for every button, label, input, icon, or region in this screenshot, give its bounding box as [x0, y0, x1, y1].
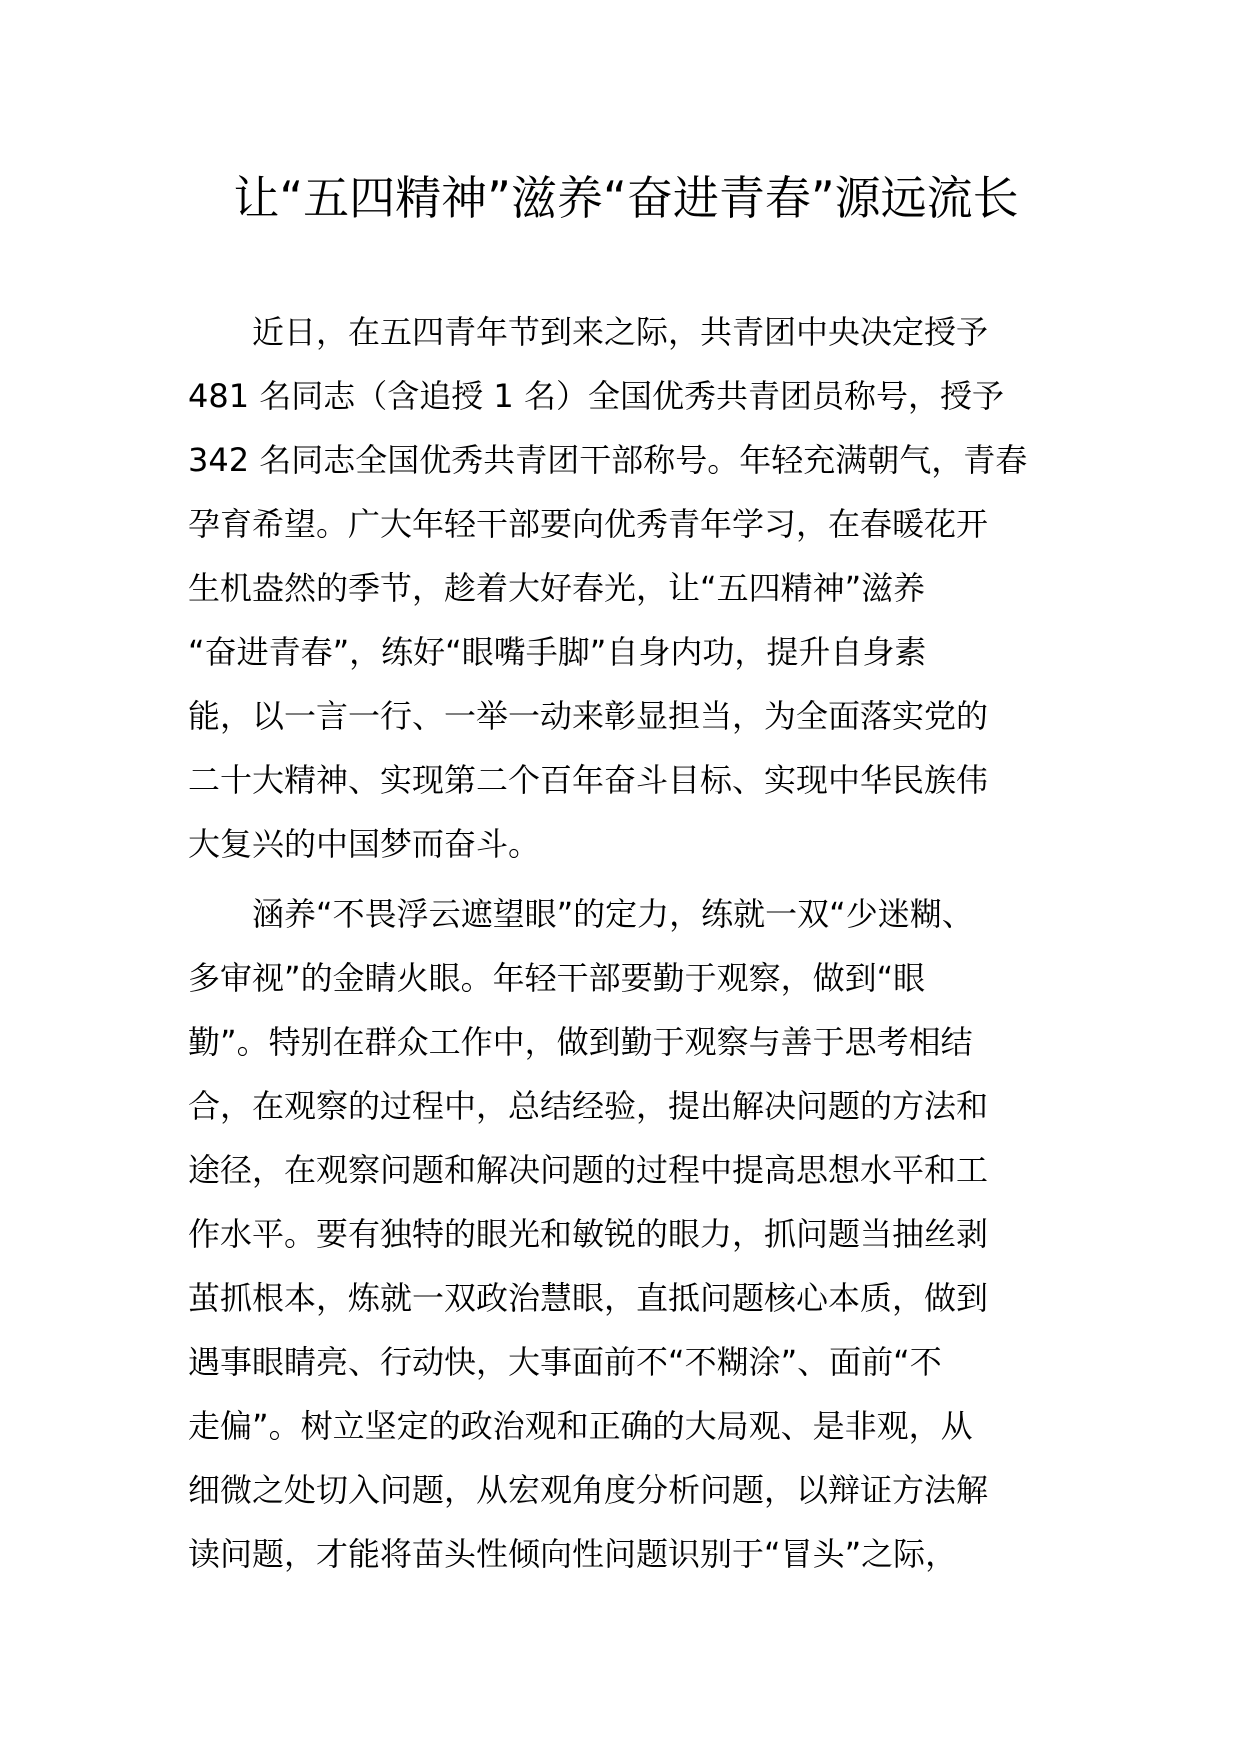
paragraph-line: 涵养“不畏浮云遮望眼”的定力，练就一双“少迷糊、	[252, 895, 974, 933]
paragraph-line: 读问题，才能将苗头性倾向性问题识别于“冒头”之际，	[188, 1535, 958, 1573]
paragraph-line: 途径，在观察问题和解决问题的过程中提高思想水平和工	[188, 1151, 989, 1189]
document-title: 让“五四精神”滋养“奋进青春”源远流长	[233, 171, 1019, 225]
paragraph-line: 遇事眼睛亮、行动快，大事面前不“不糊涂”、面前“不	[188, 1343, 942, 1381]
paragraph-line: 合，在观察的过程中，总结经验，提出解决问题的方法和	[188, 1087, 989, 1125]
paragraph-line: 481 名同志（含追授 1 名）全国优秀共青团员称号，授予	[188, 377, 1004, 415]
paragraph-line: 二十大精神、实现第二个百年奋斗目标、实现中华民族伟	[188, 761, 989, 799]
paragraph-2	[188, 882, 1056, 1586]
paragraph-line: “奋进青春”，练好“眼嘴手脚”自身内功，提升自身素	[188, 633, 927, 671]
paragraph-line: 多审视”的金睛火眼。年轻干部要勤于观察，做到“眼	[188, 959, 926, 997]
paragraph-1	[188, 300, 1056, 876]
paragraph-line: 作水平。要有独特的眼光和敏锐的眼力，抓问题当抽丝剥	[188, 1215, 989, 1253]
paragraph-line: 细微之处切入问题，从宏观角度分析问题，以辩证方法解	[188, 1471, 989, 1509]
paragraph-line: 大复兴的中国梦而奋斗。	[188, 825, 541, 863]
paragraph-line: 能，以一言一行、一举一动来彰显担当，为全面落实党的	[188, 697, 989, 735]
paragraph-line: 茧抓根本，炼就一双政治慧眼，直抵问题核心本质，做到	[188, 1279, 989, 1317]
paragraph-line: 342 名同志全国优秀共青团干部称号。年轻充满朝气，青春	[188, 441, 1028, 479]
paragraph-line: 走偏”。树立坚定的政治观和正确的大局观、是非观，从	[188, 1407, 973, 1445]
paragraph-line: 孕育希望。广大年轻干部要向优秀青年学习，在春暖花开	[188, 505, 989, 543]
paragraph-line: 生机盎然的季节，趁着大好春光，让“五四精神”滋养	[188, 569, 926, 607]
paragraph-line: 近日，在五四青年节到来之际，共青团中央决定授予	[252, 313, 989, 351]
paragraph-line: 勤”。特别在群众工作中，做到勤于观察与善于思考相结	[188, 1023, 973, 1061]
